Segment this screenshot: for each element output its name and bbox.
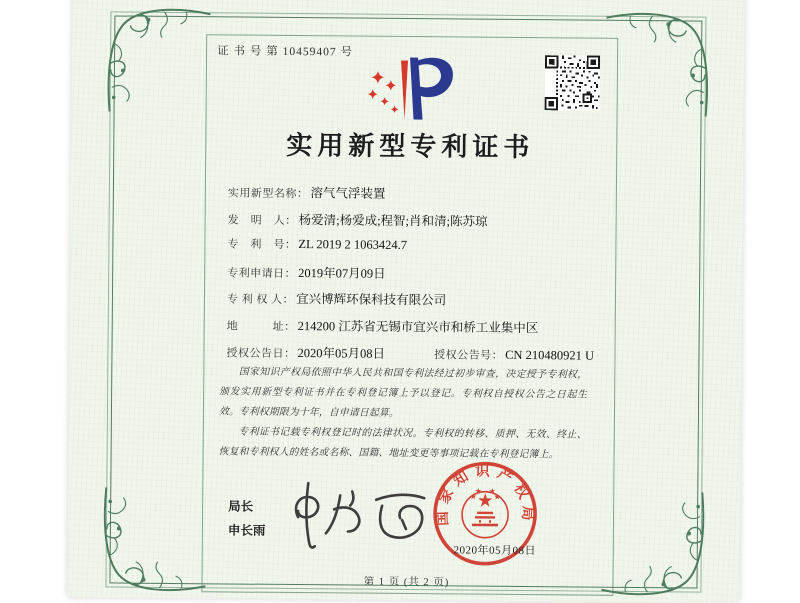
officer-block	[228, 494, 266, 542]
legal-paragraph-1: 国家知识产权局依照中华人民共和国专利法经过初步审查，决定授予专利权，颁发实用新型专利证书并在专利登记簿上予以登记。专利权自授权公告之日起生效。专利权期限为十年，自申请日起算。	[218, 366, 588, 419]
page-footer: 第 1 页 (共 2 页)	[363, 576, 450, 589]
field-label: 地 址：	[226, 320, 296, 334]
field-value: 杨爱清;杨爱成;程智;肖和清;陈苏琼	[298, 212, 488, 229]
seal-text: 国家知识产权局	[434, 463, 536, 527]
certificate-number: 证 书 号 第 10459407 号	[217, 45, 354, 59]
national-emblem-icon	[462, 488, 508, 538]
field-label: 专 利 权 人：	[226, 293, 295, 307]
field-row-patent-no	[227, 236, 627, 266]
field-label: 发 明 人：	[227, 214, 297, 227]
field-value: 溶气气浮装置	[310, 186, 386, 201]
legal-paragraph-2: 专利证书记载专利权登记时的法律状况。专利权的转移、质押、无效、终止、恢复和专利权人的姓名或名称、国籍、地址变更等事项记载在专利登记簿上。	[218, 426, 587, 461]
page-title: 实用新型专利证书	[286, 130, 535, 163]
field-row-address	[227, 315, 627, 345]
certificate-page	[67, 0, 744, 603]
field-row-filing-date	[227, 262, 627, 292]
field-row-inventors	[228, 209, 628, 239]
field-list	[226, 182, 628, 372]
qr-code	[545, 55, 600, 110]
field-row-patentee	[227, 289, 627, 319]
field-value: ZL 2019 2 1063424.7	[298, 237, 408, 253]
field-label: 实用新型名称：	[227, 187, 309, 201]
corner-flourish-icon	[97, 485, 208, 596]
corner-flourish-icon	[599, 490, 710, 601]
field-value: CN 210480921 U	[505, 347, 595, 363]
field-label: 授权公告号：	[434, 348, 504, 362]
seal-date: 2020年05月08日	[453, 544, 537, 558]
field-value: 2019年07月09日	[298, 265, 386, 281]
corner-flourish-icon	[102, 3, 213, 114]
legal-text	[219, 362, 588, 465]
signature	[278, 475, 439, 556]
field-value: 214200 江苏省无锡市宜兴市和桥工业集中区	[297, 319, 539, 336]
field-value: 2020年05月08日	[297, 345, 386, 361]
officer-title: 局长	[228, 499, 254, 514]
field-label: 授权公告日：	[226, 346, 296, 360]
officer-name: 申长雨	[227, 523, 266, 538]
field-value: 宜兴博辉环保科技有限公司	[296, 292, 447, 308]
field-label: 专 利 号：	[227, 238, 297, 252]
cnipa-logo-icon	[363, 50, 464, 129]
field-row-name	[228, 182, 628, 212]
field-label: 专利申请日：	[227, 267, 297, 280]
corner-flourish-icon	[604, 8, 715, 119]
